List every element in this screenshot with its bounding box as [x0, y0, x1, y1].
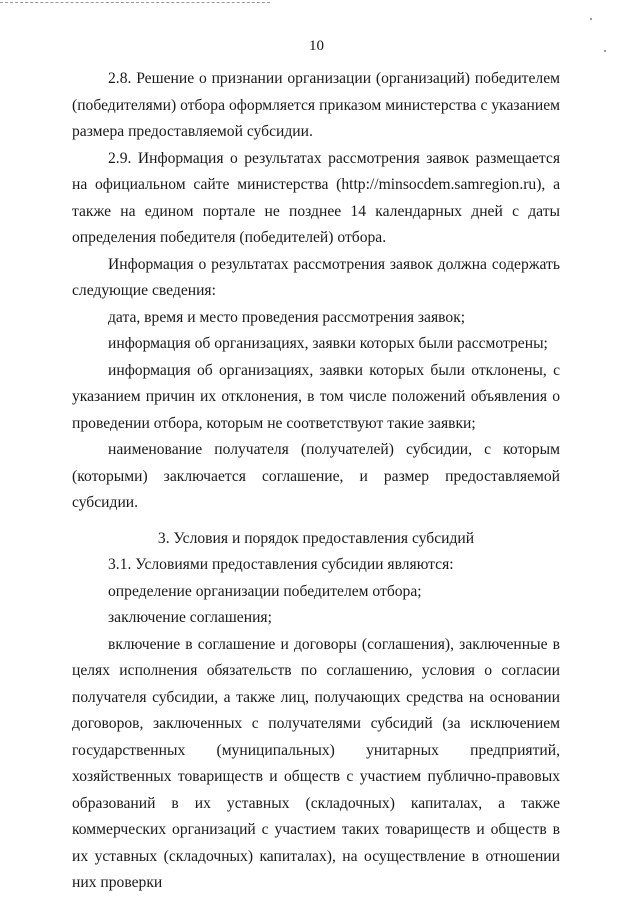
- scan-edge-line: [0, 2, 270, 3]
- paragraph-results-info: Информация о результатах рассмотрения заявок должна содержать следующие сведения:: [72, 255, 560, 299]
- paragraph-2-9: 2.9. Информация о результатах рассмотрения заявок размещается на официальном сайте министерства (http://minsocdem.samregion.ru), а также на едином портале не позднее 14 календарных дней с даты определения победителя (победителей) отбора.: [72, 149, 560, 246]
- section-heading: 3. Условия и порядок предоставления субсидий: [157, 529, 475, 547]
- list-item-agreement: заключение соглашения;: [108, 609, 272, 626]
- paragraph-2-8: 2.8. Решение о признании организации (организаций) победителем (победителями) отбора оформляется приказом министерства с указанием размера предоставляемой субсидии.: [72, 70, 560, 140]
- list-item-reviewed: информация об организациях, заявки которых были рассмотрены;: [108, 335, 548, 352]
- list-item-date: дата, время и место проведения рассмотрения заявок;: [108, 308, 466, 326]
- paragraph-inclusion: включение в соглашение и договоры (соглашения), заключенные в целях исполнения обязательств по соглашению, условия о согласии получателя субсидии, а также лиц, получающих средства на основании договоров, заключенных с получателями субсидий (за исключением государственных (муниципальных) унитарных предприятий, хозяйственных товариществ и обществ с участием публично-правовых образований в их уставных (складочных) капиталах, а также коммерческих организаций с участием таких товариществ и обществ в их уставных (складочных) капиталах), на осуществление в отношении них проверки: [72, 635, 560, 891]
- scan-speck: [590, 18, 592, 20]
- paragraph-3-1: 3.1. Условиями предоставления субсидии являются:: [108, 556, 454, 573]
- document-body: [72, 66, 560, 897]
- list-item-rejected: информация об организациях, заявки которых были отклонены, с указанием причин их отклонения, в том числе положений объявления о проведении отбора, которым не соответствуют такие заявки;: [72, 361, 560, 432]
- list-item-winner: определение организации победителем отбора;: [108, 582, 422, 600]
- list-item-recipient: наименование получателя (получателей) субсидии, с которым (которыми) заключается соглашение, и размер предоставляемой субсидии.: [72, 441, 560, 511]
- page-number: 10: [309, 38, 324, 54]
